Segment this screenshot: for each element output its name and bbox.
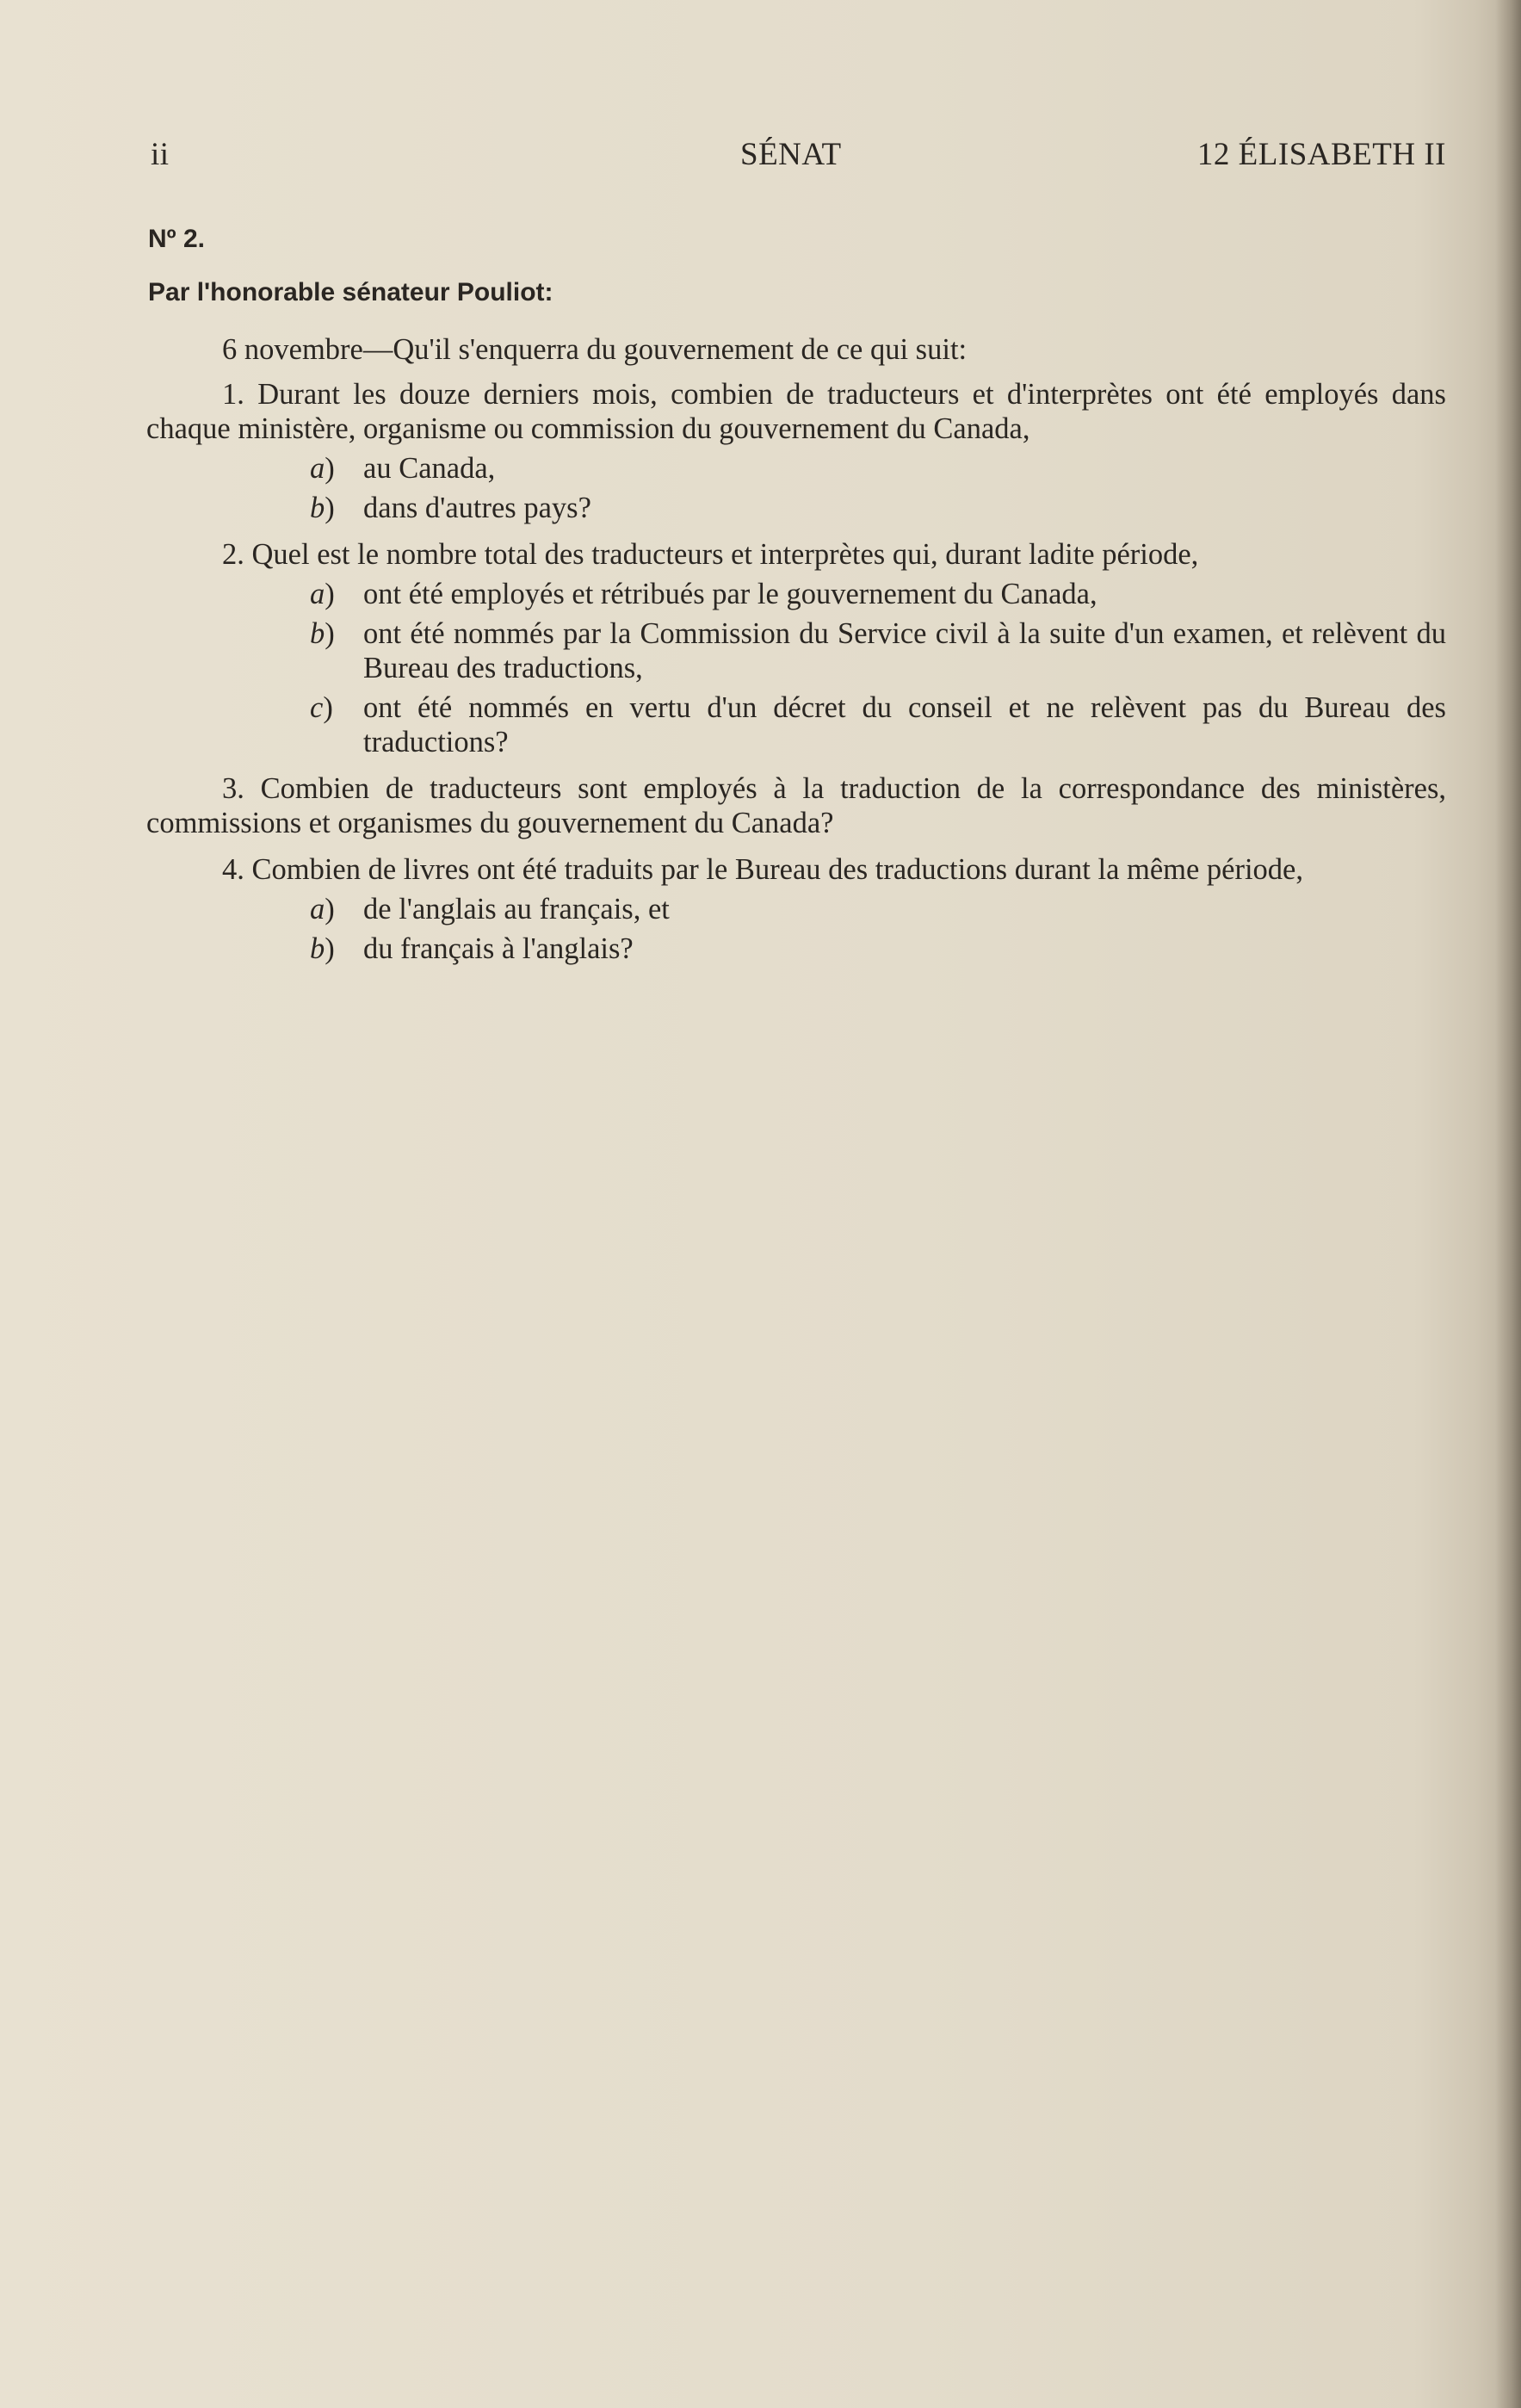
notice-body [146, 222, 1446, 971]
question-2-subitem-b [146, 616, 1446, 685]
subitem-marker: a) [310, 893, 335, 925]
subitem-marker: b) [310, 492, 335, 524]
subitem-text: ont été employés et rétribués par le gouvernement du Canada, [363, 578, 1097, 610]
question-1-subitem-a [146, 451, 1446, 486]
subitem-marker: a) [310, 452, 335, 485]
question-3: 3. Combien de traducteurs sont employés à la traduction de la correspondance des ministères, commissions et organismes du gouvernement du Canada? [146, 772, 1446, 839]
question-4-subitem-b [146, 932, 1446, 966]
question-1: 1. Durant les douze derniers mois, combien de traducteurs et d'interprètes ont été employés dans chaque ministère, organisme ou commission du gouvernement du Canada, [146, 378, 1446, 445]
question-2-subitem-a [146, 577, 1446, 611]
notice-number: Nº 2. [148, 225, 205, 253]
subitem-text: de l'anglais au français, et [363, 893, 670, 925]
question-2-subitem-c [146, 690, 1446, 759]
question-1-subitem-b [146, 491, 1446, 525]
question-4-subitem-a [146, 892, 1446, 926]
subitem-marker: b) [310, 617, 335, 650]
page-number: ii [151, 137, 170, 172]
question-1-subitems [146, 451, 1446, 525]
question-2: 2. Quel est le nombre total des traducteurs et interprètes qui, durant ladite période, [222, 538, 1199, 571]
header-reign: 12 ÉLISABETH II [1196, 137, 1446, 172]
page-edge-shadow [1495, 0, 1521, 2408]
subitem-text: ont été nommés par la Commission du Service civil à la suite d'un examen, et relèvent du Bureau des traductions, [363, 617, 1446, 684]
question-4: 4. Combien de livres ont été traduits par le Bureau des traductions durant la même période, [222, 853, 1303, 886]
question-2-subitems [146, 577, 1446, 759]
question-4-subitems [146, 892, 1446, 966]
running-header [151, 136, 1446, 179]
subitem-text: du français à l'anglais? [363, 932, 634, 965]
subitem-marker: c) [310, 691, 333, 724]
notice-intro: 6 novembre—Qu'il s'enquerra du gouvernement de ce qui suit: [222, 333, 968, 366]
subitem-text: au Canada, [363, 452, 496, 485]
subitem-text: dans d'autres pays? [363, 492, 591, 524]
subitem-marker: b) [310, 932, 335, 965]
header-title: SÉNAT [740, 137, 842, 172]
subitem-marker: a) [310, 578, 335, 610]
subitem-text: ont été nommés en vertu d'un décret du conseil et ne relèvent pas du Bureau des traductions? [363, 691, 1446, 758]
notice-author: Par l'honorable sénateur Pouliot: [148, 278, 553, 306]
